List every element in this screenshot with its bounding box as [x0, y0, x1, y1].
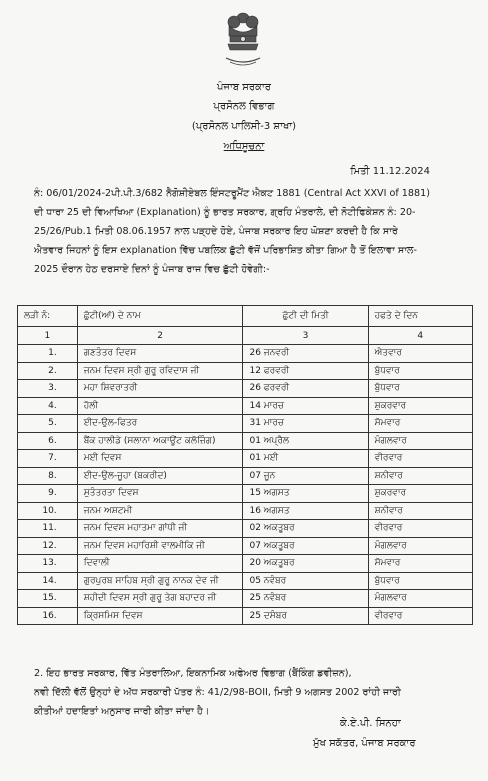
column-number-row: [18, 327, 473, 345]
cell-weekday: ਸੋਮਵਾਰ: [368, 555, 472, 573]
department-name: ਪ੍ਰਸੋਨਲ ਵਿਭਾਗ: [213, 101, 275, 112]
cell-serial: 9.: [18, 485, 78, 503]
cell-date: 25 ਨਵੰਬਰ: [243, 590, 368, 608]
cell-holiday-name: ਸ਼ਹੀਦੀ ਦਿਵਸ ਸ੍ਰੀ ਗੁਰੂ ਤੇਗ ਬਹਾਦਰ ਜੀ: [77, 590, 243, 608]
intro-line: ਐਤਵਾਰ ਜਿਹਨਾਂ ਨੂੰ ਇਸ explanation ਵਿੱਚ ਪਬਲਿਕ ਛੁੱਟੀ ਵੱਜੋਂ ਪਰਿਭਾਸ਼ਿਤ ਕੀਤਾ ਗਿਆ ਹੈ ਤੋਂ ਇਲਾਵਾ ਸਾਲ-: [34, 245, 417, 256]
signatory-title: ਮੁੱਖ ਸਕੱਤਰ, ਪੰਜਾਬ ਸਰਕਾਰ: [313, 738, 416, 749]
cell-weekday: ਬੁੱਧਵਾਰ: [368, 380, 472, 398]
table-row: [18, 380, 473, 398]
table-row: [18, 555, 473, 573]
cell-serial: 5.: [18, 415, 78, 433]
cell-date: 05 ਨਵੰਬਰ: [243, 572, 368, 590]
cell-date: 25 ਦਸੰਬਰ: [243, 607, 368, 625]
cell-serial: 3.: [18, 380, 78, 398]
cell-serial: 4.: [18, 397, 78, 415]
cell-weekday: ਵੀਰਵਾਰ: [368, 607, 472, 625]
cell-holiday-name: ਜਨਮ ਦਿਵਸ ਮਹਾਤਮਾ ਗਾਂਧੀ ਜੀ: [77, 520, 243, 538]
column-number: 1: [18, 327, 78, 345]
cell-weekday: ਸ਼ਨੀਵਾਰ: [368, 502, 472, 520]
cell-serial: 10.: [18, 502, 78, 520]
cell-holiday-name: ਸੁਤੰਤਰਤਾ ਦਿਵਸ: [77, 485, 243, 503]
cell-serial: 14.: [18, 572, 78, 590]
signatory-name: ਕੇ.ਏ.ਪੀ. ਸਿਨਹਾ: [340, 718, 401, 729]
cell-holiday-name: ਮਈ ਦਿਵਸ: [77, 450, 243, 468]
cell-weekday: ਵੀਰਵਾਰ: [368, 520, 472, 538]
cell-weekday: ਮੰਗਲਵਾਰ: [368, 590, 472, 608]
cell-date: 07 ਜੂਨ: [243, 467, 368, 485]
closing-paragraph: [34, 664, 466, 721]
table-row: [18, 362, 473, 380]
cell-serial: 8.: [18, 467, 78, 485]
cell-date: 12 ਫਰਵਰੀ: [243, 362, 368, 380]
cell-weekday: ਸ਼ੁਕਰਵਾਰ: [368, 485, 472, 503]
cell-holiday-name: ਈਦ-ਉਲ-ਫਿਤਰ: [77, 415, 243, 433]
cell-serial: 6.: [18, 432, 78, 450]
closing-line: ਨਵੀ ਦਿੱਲੀ ਵੱਲੋਂ ਉਨ੍ਹਾਂ ਦੇ ਅੱਧ ਸਰਕਾਰੀ ਪੱਤਰ ਨੰ: 41/2/98-BOII, ਮਿਤੀ 9 ਅਗਸਤ 2002 ਰਾਂਹੀ ਜਾਰੀ: [34, 687, 401, 698]
cell-holiday-name: ਬੈਂਕ ਹਾਲੀਡੇ (ਸਲਾਨਾ ਅਕਾਊਂਟ ਕਲੋਜ਼ਿੰਗ): [77, 432, 243, 450]
cell-date: 20 ਅਕਤੂਬਰ: [243, 555, 368, 573]
table-row: [18, 415, 473, 433]
cell-weekday: ਬੁੱਧਵਾਰ: [368, 362, 472, 380]
cell-weekday: ਸ਼ਨੀਵਾਰ: [368, 467, 472, 485]
cell-holiday-name: ਕ੍ਰਿਸਮਿਸ ਦਿਵਸ: [77, 607, 243, 625]
cell-serial: 11.: [18, 520, 78, 538]
cell-date: 26 ਫਰਵਰੀ: [243, 380, 368, 398]
cell-holiday-name: ਦਿਵਾਲੀ: [77, 555, 243, 573]
holiday-table: [17, 305, 473, 625]
intro-line: ਨੰ: 06/01/2024-2ਪੀ.ਪੀ.3/682 ਨੈਗੋਸ਼ੀਏਬਲ ਇੰਸਟਰੂਮੈਂਟ ਐਕਟ 1881 (Central Act XXVI of 1881): [34, 188, 430, 199]
cell-date: 07 ਅਕਤੂਬਰ: [243, 537, 368, 555]
closing-line: 2. ਇਹ ਭਾਰਤ ਸਰਕਾਰ, ਵਿੱਤ ਮੰਤਰਾਲਿਆ, ਇਕਨਾਮਿਕ ਅਫੇਅਰ ਵਿਭਾਗ (ਬੈਂਕਿੰਗ ਡਵੀਜ਼ਨ),: [34, 668, 352, 679]
cell-holiday-name: ਹੋਲੀ: [77, 397, 243, 415]
intro-paragraph: [34, 184, 466, 279]
cell-holiday-name: ਗੁਰਪੁਰਬ ਸਾਹਿਬ ਸ੍ਰੀ ਗੁਰੂ ਨਾਨਕ ਦੇਵ ਜੀ: [77, 572, 243, 590]
table-row: [18, 450, 473, 468]
ashoka-emblem-icon: [224, 10, 262, 70]
cell-weekday: ਸ਼ੁਕਰਵਾਰ: [368, 397, 472, 415]
table-row: [18, 590, 473, 608]
table-row: [18, 502, 473, 520]
table-row: [18, 467, 473, 485]
intro-line: 2025 ਦੌਰਾਨ ਹੇਠ ਦਰਸਾਏ ਦਿਨਾਂ ਨੂੰ ਪੰਜਾਬ ਰਾਜ ਵਿਚ ਛੁੱਟੀ ਹੋਵੇਗੀ:-: [34, 264, 270, 275]
cell-serial: 2.: [18, 362, 78, 380]
govt-name: ਪੰਜਾਬ ਸਰਕਾਰ: [217, 82, 271, 93]
cell-date: 26 ਜਨਵਰੀ: [243, 345, 368, 363]
cell-serial: 13.: [18, 555, 78, 573]
col-header-day: ਹਫਤੇ ਦੇ ਦਿਨ: [368, 306, 472, 327]
table-row: [18, 485, 473, 503]
cell-date: 14 ਮਾਰਚ: [243, 397, 368, 415]
cell-date: 01 ਅਪ੍ਰੈਲ: [243, 432, 368, 450]
cell-weekday: ਸੋਮਵਾਰ: [368, 415, 472, 433]
cell-serial: 7.: [18, 450, 78, 468]
table-row: [18, 520, 473, 538]
table-header-row: [18, 306, 473, 327]
cell-serial: 15.: [18, 590, 78, 608]
cell-weekday: ਮੰਗਲਵਾਰ: [368, 432, 472, 450]
cell-serial: 12.: [18, 537, 78, 555]
column-number: 3: [243, 327, 368, 345]
cell-serial: 16.: [18, 607, 78, 625]
table-row: [18, 345, 473, 363]
cell-date: 02 ਅਕਤੂਬਰ: [243, 520, 368, 538]
col-header-serial: ਲੜੀ ਨੰ:: [18, 306, 78, 327]
intro-line: 25/26/Pub.1 ਮਿਤੀ 08.06.1957 ਨਾਲ ਪੜ੍ਹਦੇ ਹੋਏ, ਪੰਜਾਬ ਸਰਕਾਰ ਇਹ ਘੋਸ਼ਣਾ ਕਰਦੀ ਹੈ ਕਿ ਸਾਰੇ: [34, 226, 398, 237]
column-number: 2: [77, 327, 243, 345]
table-row: [18, 607, 473, 625]
cell-date: 01 ਮਈ: [243, 450, 368, 468]
closing-line: ਕੀਤੀਆਂ ਹਦਾਇਤਾਂ ਅਨੁਸਾਰ ਜਾਰੀ ਕੀਤਾ ਜਾਂਦਾ ਹੈ।: [34, 706, 210, 717]
cell-holiday-name: ਮਹਾ ਸ਼ਿਵਰਾਤਰੀ: [77, 380, 243, 398]
cell-weekday: ਐਤਵਾਰ: [368, 345, 472, 363]
notification-title: ਅਧਿਸੂਚਨਾ: [223, 141, 265, 152]
col-header-holiday: ਛੁੱਟੀ(ਆਂ) ਦੇ ਨਾਮ: [77, 306, 243, 327]
cell-holiday-name: ਜਨਮ ਦਿਵਸ ਮਹਾਰਿਸ਼ੀ ਵਾਲਮੀਕਿ ਜੀ: [77, 537, 243, 555]
notification-date: ਮਿਤੀ 11.12.2024: [350, 166, 430, 177]
column-number: 4: [368, 327, 472, 345]
intro-line: ਦੀ ਧਾਰਾ 25 ਦੀ ਵਿਆਖਿਆ (Explanation) ਨੂੰ ਭਾਰਤ ਸਰਕਾਰ, ਗ੍ਰਹਿ ਮੰਤਰਾਲੇ, ਦੀ ਨੋਟੀਫਿਕੇਸ਼ਨ ਨੰ: 20-: [34, 207, 416, 218]
cell-weekday: ਮੰਗਲਵਾਰ: [368, 537, 472, 555]
cell-holiday-name: ਗਣਤੰਤਰ ਦਿਵਸ: [77, 345, 243, 363]
table-row: [18, 537, 473, 555]
cell-weekday: ਬੁੱਧਵਾਰ: [368, 572, 472, 590]
cell-holiday-name: ਜਨਮ ਅਸ਼ਟਮੀ: [77, 502, 243, 520]
cell-date: 15 ਅਗਸਤ: [243, 485, 368, 503]
col-header-date: ਛੁੱਟੀ ਦੀ ਮਿਤੀ: [243, 306, 368, 327]
cell-serial: 1.: [18, 345, 78, 363]
cell-date: 16 ਅਗਸਤ: [243, 502, 368, 520]
table-row: [18, 572, 473, 590]
cell-date: 31 ਮਾਰਚ: [243, 415, 368, 433]
table-row: [18, 432, 473, 450]
cell-weekday: ਵੀਰਵਾਰ: [368, 450, 472, 468]
table-row: [18, 397, 473, 415]
cell-holiday-name: ਈਦ-ਉਲ-ਜੂਹਾ (ਬਕਰੀਦ): [77, 467, 243, 485]
cell-holiday-name: ਜਨਮ ਦਿਵਸ ਸ੍ਰੀ ਗੁਰੂ ਰਵਿਦਾਸ ਜੀ: [77, 362, 243, 380]
branch-name: (ਪ੍ਰਸੋਨਲ ਪਾਲਿਸੀ-3 ਸ਼ਾਖਾ): [191, 121, 297, 132]
